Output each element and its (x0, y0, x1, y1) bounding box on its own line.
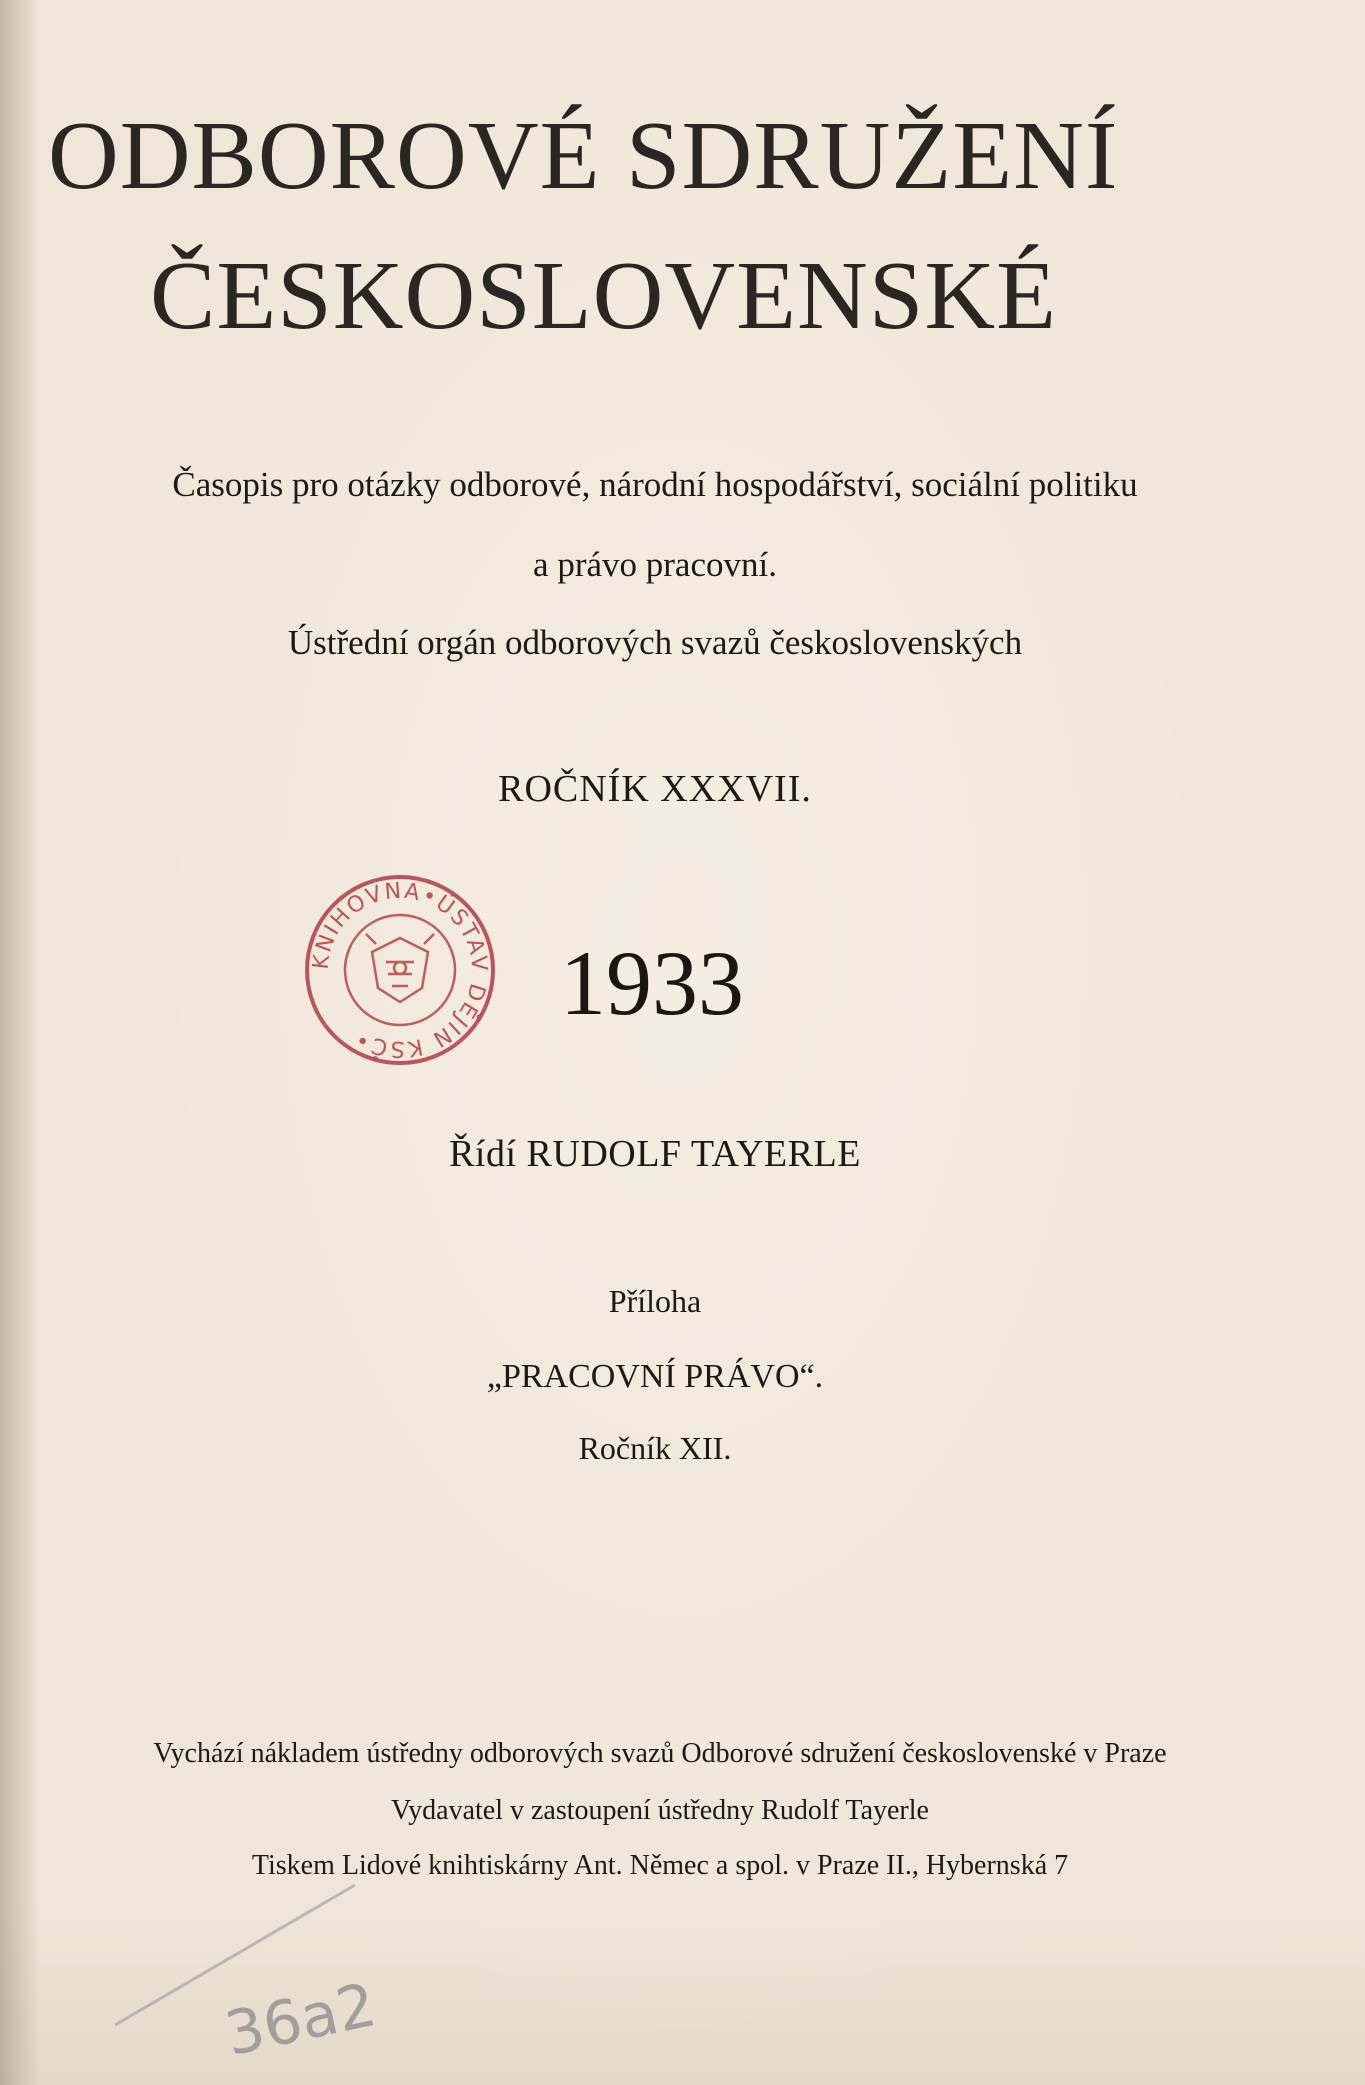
publisher-line-1: Vychází nákladem ústředny odborových svazů Odborové sdružení československé v Praze (153, 1738, 1167, 1769)
subtitle-line-1: Časopis pro otázky odborové, národní hospodářství, sociální politiku (172, 465, 1138, 504)
supplement-volume: Ročník XII. (578, 1430, 732, 1466)
masthead-title-line-2: ČESKOSLOVENSKÉ (150, 242, 1057, 350)
supplement-name: „PRACOVNÍ PRÁVO“. (486, 1358, 824, 1395)
publisher-line-2: Vydavatel v zastoupení ústředny Rudolf Tayerle (391, 1795, 929, 1826)
stamp-text: KNIHOVNA•ÚSTAV DĚJIN KSČ• (308, 878, 492, 1062)
svg-text:KNIHOVNA•ÚSTAV DĚJIN KSČ• (309, 879, 492, 1062)
subtitle-line-2: a právo pracovní. (533, 545, 777, 584)
supplement-label: Příloha (608, 1283, 702, 1319)
editor-line: Řídí RUDOLF TAYERLE (449, 1133, 861, 1175)
masthead-title-line-1: ODBOROVÉ SDRUŽENÍ (48, 102, 1119, 210)
subtitle-line-3: Ústřední orgán odborových svazů československých (287, 623, 1023, 662)
handwritten-shelf-mark: 36a2 (219, 1970, 382, 2070)
publisher-line-3: Tiskem Lidové knihtiskárny Ant. Němec a spol. v Praze II., Hybernská 7 (251, 1850, 1069, 1881)
library-stamp (300, 870, 500, 1070)
publication-year: 1933 (560, 932, 744, 1034)
volume-number: ROČNÍK XXXVII. (498, 768, 812, 810)
emblem-icon (366, 934, 434, 1002)
